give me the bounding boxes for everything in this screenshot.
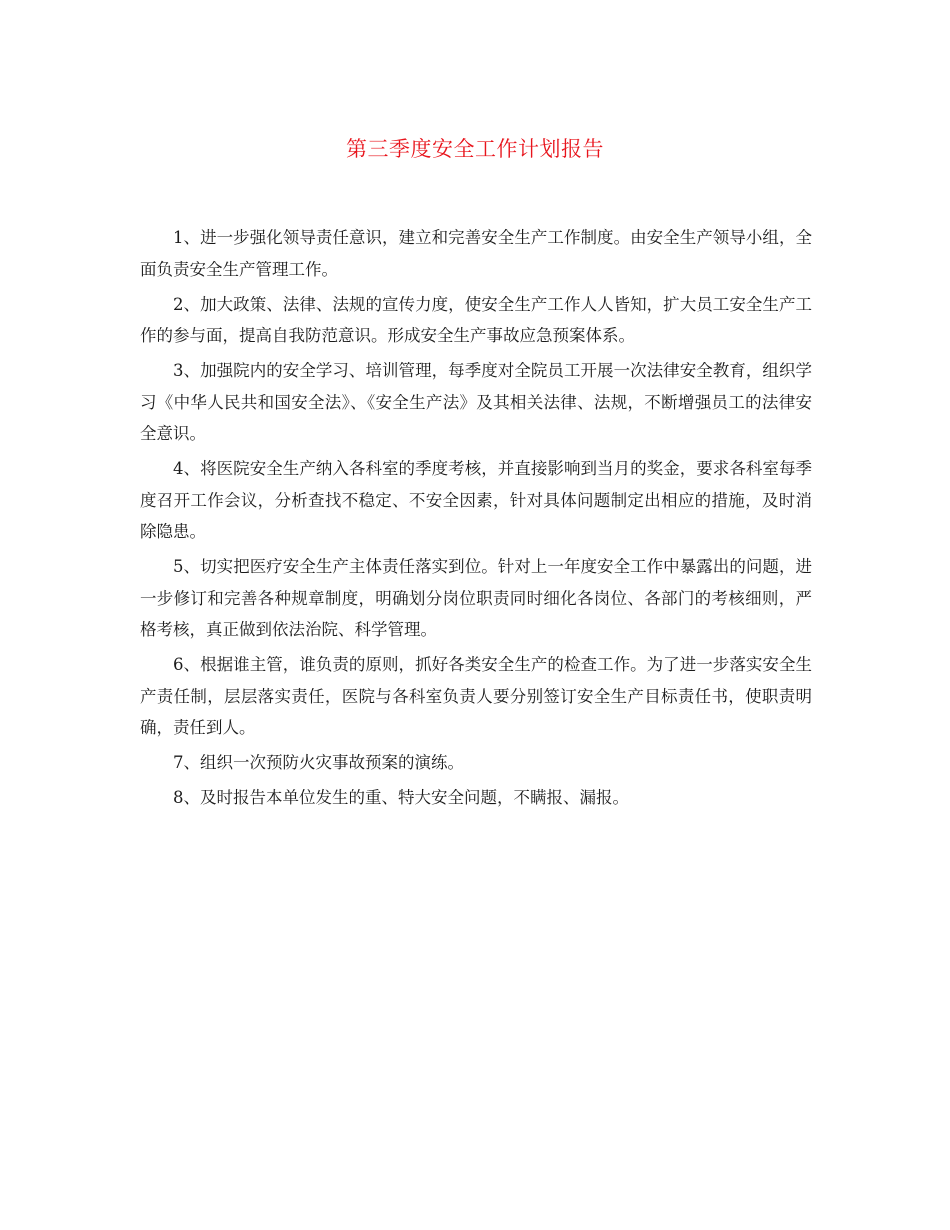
paragraph-4: 4、将医院安全生产纳入各科室的季度考核，并直接影响到当月的奖金，要求各科室每季度召开工作会议，分析查找不稳定、不安全因素，针对具体问题制定出相应的措施，及时消除隐患。	[140, 459, 812, 541]
paragraph-5: 5、切实把医疗安全生产主体责任落实到位。针对上一年度安全工作中暴露出的问题，进一步修订和完善各种规章制度，明确划分岗位职责同时细化各岗位、各部门的考核细则，严格考核，真正做到依法治院、科学管理。	[140, 557, 812, 639]
paragraph-2: 2、加大政策、法律、法规的宣传力度，使安全生产工作人人皆知，扩大员工安全生产工作的参与面，提高自我防范意识。形成安全生产事故应急预案体系。	[140, 294, 812, 345]
paragraph-3: 3、加强院内的安全学习、培训管理，每季度对全院员工开展一次法律安全教育，组织学习《中华人民共和国安全法》、《安全生产法》及其相关法律、法规，不断增强员工的法律安全意识。	[140, 361, 812, 443]
paragraph-8: 8、及时报告本单位发生的重、特大安全问题，不瞒报、漏报。	[173, 788, 629, 807]
paragraph-1: 1、进一步强化领导责任意识，建立和完善安全生产工作制度。由安全生产领导小组，全面负责安全生产管理工作。	[140, 228, 812, 279]
document-body	[140, 222, 812, 817]
document-title: 第三季度安全工作计划报告	[346, 137, 604, 161]
paragraph-7: 7、组织一次预防火灾事故预案的演练。	[173, 753, 464, 772]
paragraph-6: 6、根据谁主管，谁负责的原则，抓好各类安全生产的检查工作。为了进一步落实安全生产责任制，层层落实责任，医院与各科室负责人要分别签订安全生产目标责任书，使职责明确，责任到人。	[140, 655, 812, 737]
